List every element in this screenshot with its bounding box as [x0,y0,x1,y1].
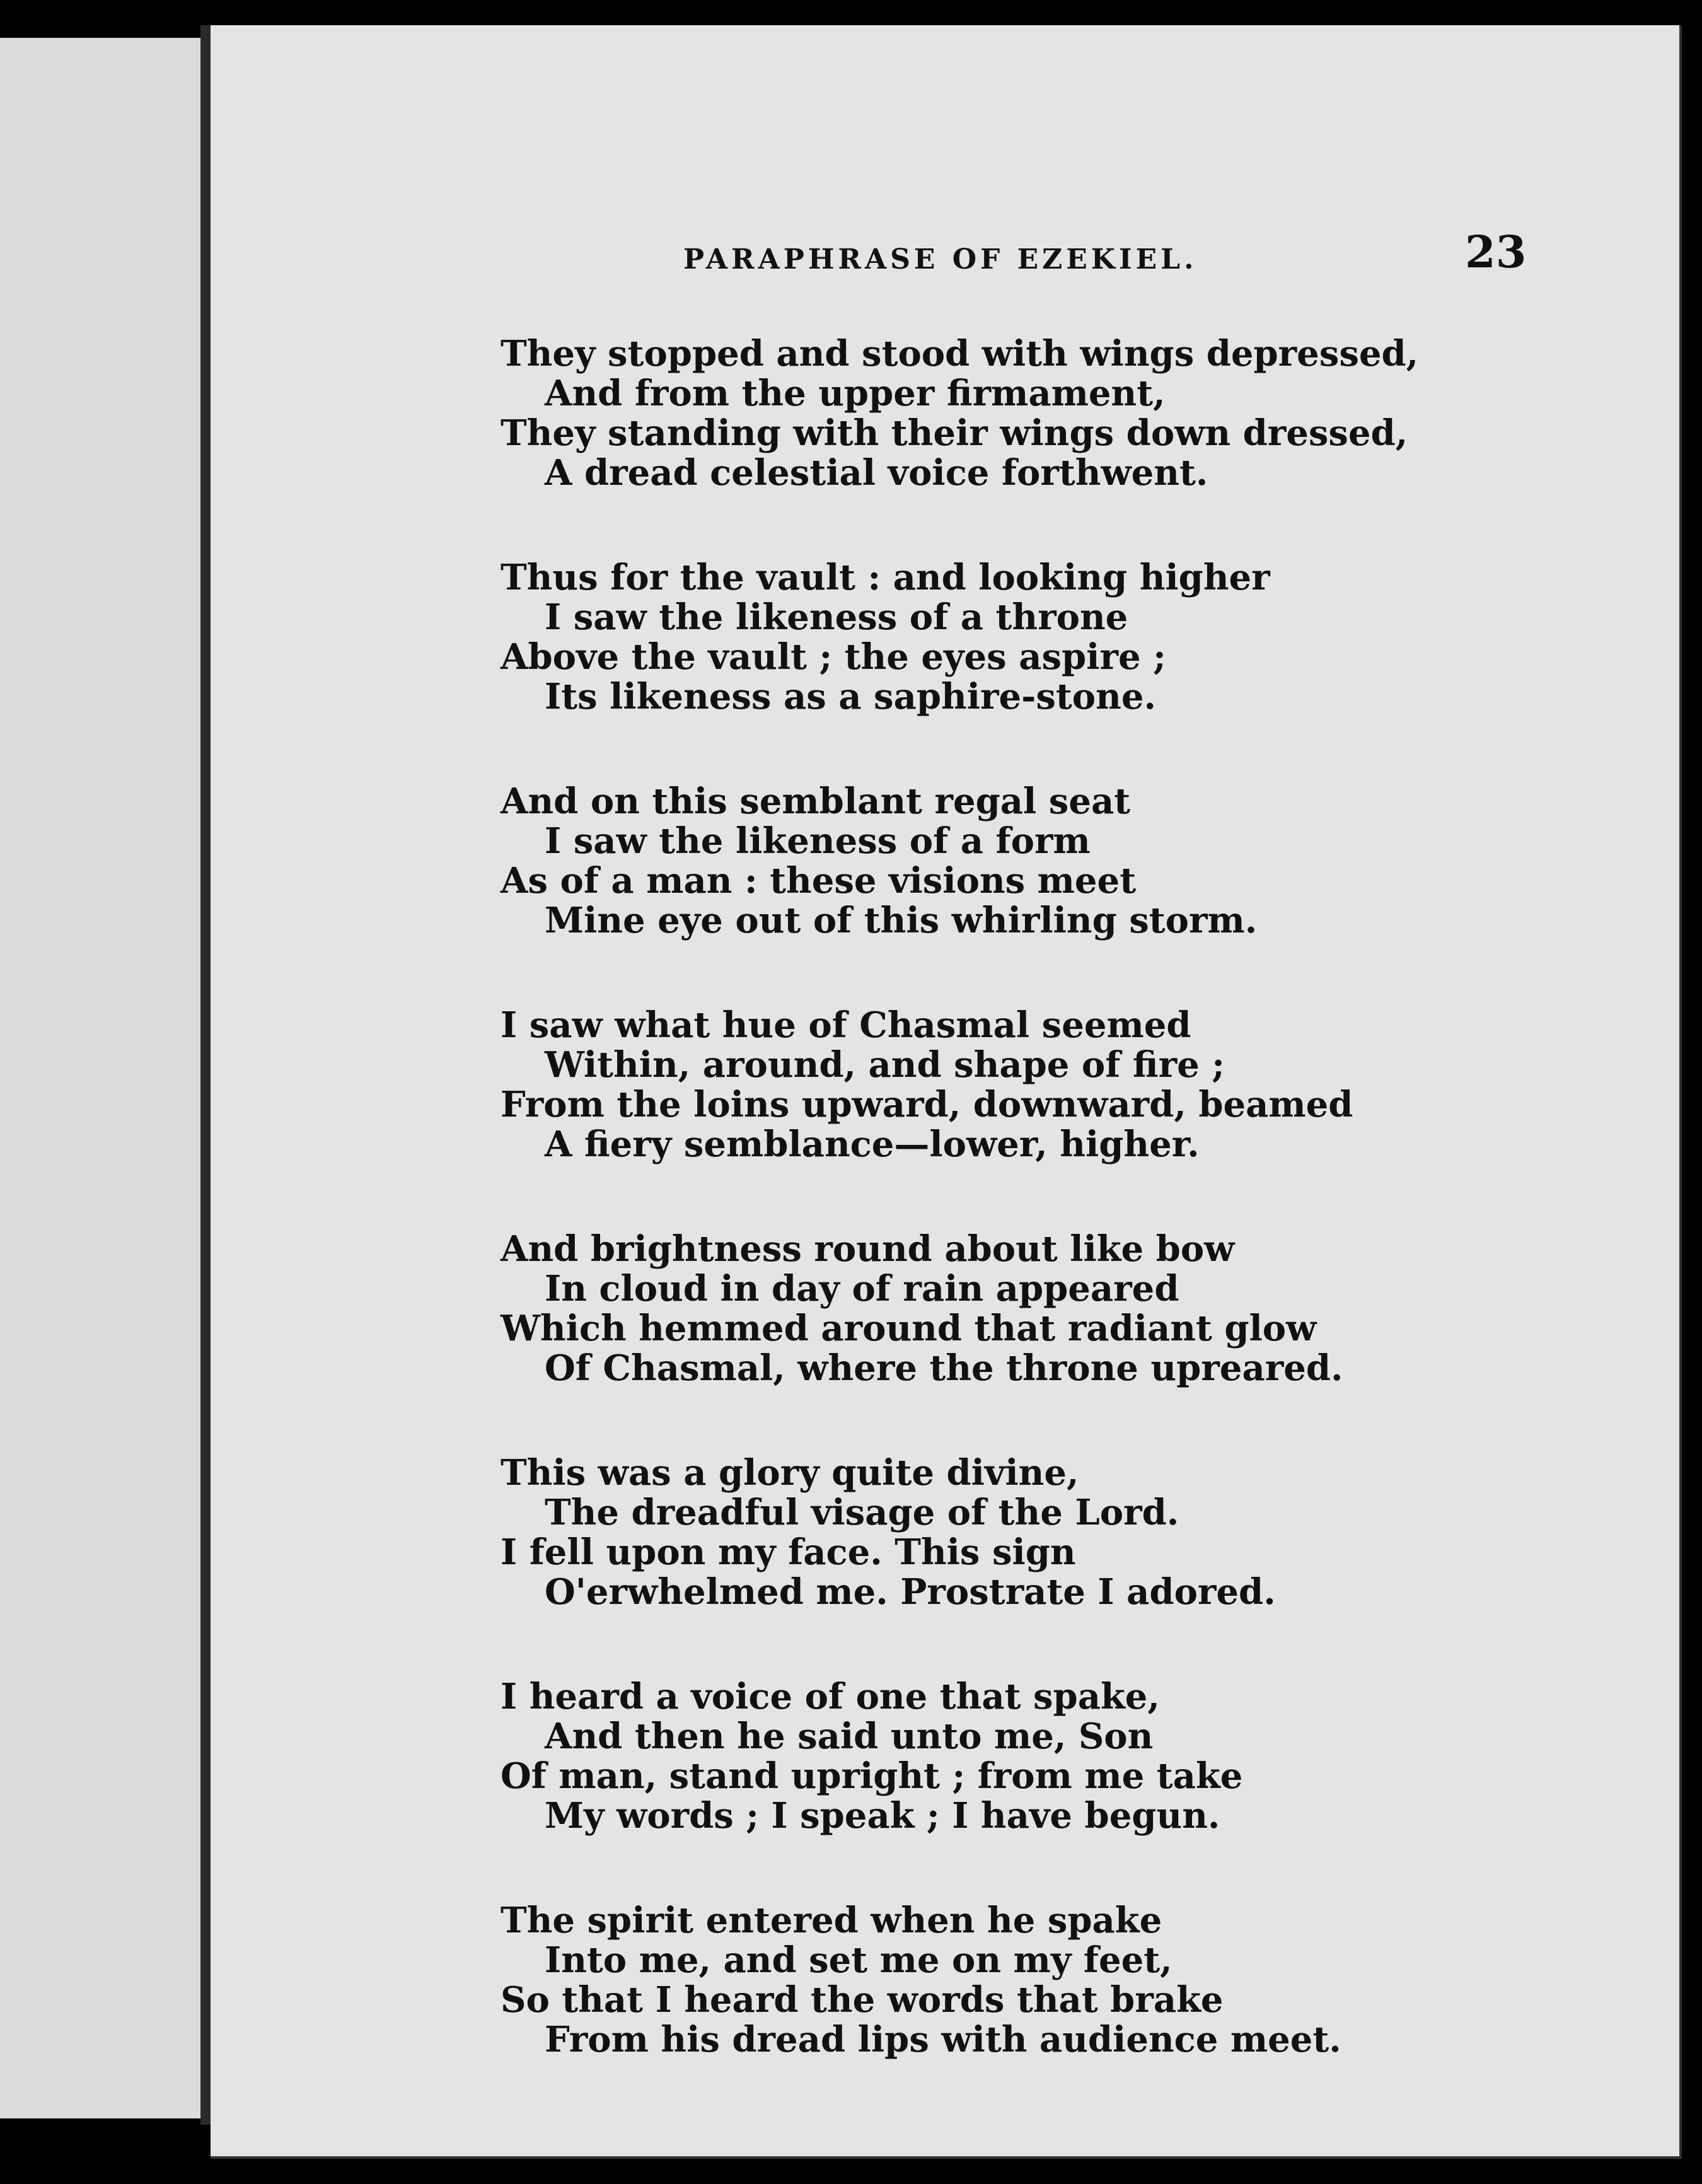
page-header [211,226,1679,282]
stanza [501,1453,1635,1612]
verse-line: And from the upper firmament, [545,373,1166,414]
verse-line: Its likeness as a saphire-stone. [545,676,1156,717]
verse-line: So that I heard the words that brake [501,1979,1224,2021]
stanza [501,334,1635,493]
stanza [501,558,1635,717]
verse-line: The dreadful visage of the Lord. [545,1492,1179,1533]
verse-line: My words ; I speak ; I have begun. [545,1795,1220,1837]
running-title: PARAPHRASE OF EZEKIEL. [683,243,1198,276]
verse-line: Which hemmed around that radiant glow [501,1308,1317,1349]
verse-line: Within, around, and shape of fire ; [545,1044,1225,1086]
verse-line: O'erwhelmed me. Prostrate I adored. [545,1571,1276,1613]
verse-line: Of man, stand upright ; from me take [501,1755,1243,1797]
verse-line: I saw the likeness of a throne [545,596,1128,638]
verse-line: As of a man : these visions meet [501,860,1137,902]
verse-line: From his dread lips with audience meet. [545,2019,1341,2060]
stanza [501,1229,1635,1388]
stanza [501,1006,1635,1165]
verse-line: And then he said unto me, Son [545,1716,1154,1757]
verse-line: I heard a voice of one that spake, [501,1676,1160,1717]
verse-line: This was a glory quite divine, [501,1452,1079,1494]
verse-line: Above the vault ; the eyes aspire ; [501,636,1166,678]
stanza [501,1677,1635,1836]
verse-line: Into me, and set me on my feet, [545,1939,1172,1981]
verse-line: I fell upon my face. This sign [501,1531,1076,1573]
verse-line: In cloud in day of rain appeared [545,1268,1179,1310]
verse-line: The spirit entered when he spake [501,1900,1162,1941]
verse-line: They standing with their wings down dressed, [501,412,1408,454]
stanza [501,782,1635,941]
verse-line: Mine eye out of this whirling storm. [545,900,1258,941]
verse-line: I saw what hue of Chasmal seemed [501,1004,1191,1046]
verse-line: I saw the likeness of a form [545,820,1091,862]
poem-body [501,334,1635,2125]
verse-line: Thus for the vault : and looking higher [501,557,1270,598]
verse-line: A fiery semblance—lower, higher. [545,1124,1200,1165]
verse-line: A dread celestial voice forthwent. [545,452,1208,494]
verse-line: And on this semblant regal seat [501,781,1131,822]
verse-line: They stopped and stood with wings depressed, [501,333,1419,375]
left-page-edge [0,38,204,2118]
book-gutter [200,25,211,2125]
book-page [211,25,1682,2159]
stanza [501,1901,1635,2060]
verse-line: From the loins upward, downward, beamed [501,1084,1353,1125]
verse-line: Of Chasmal, where the throne upreared. [545,1347,1343,1389]
verse-line: And brightness round about like bow [501,1228,1235,1270]
page-number: 23 [1465,226,1527,278]
